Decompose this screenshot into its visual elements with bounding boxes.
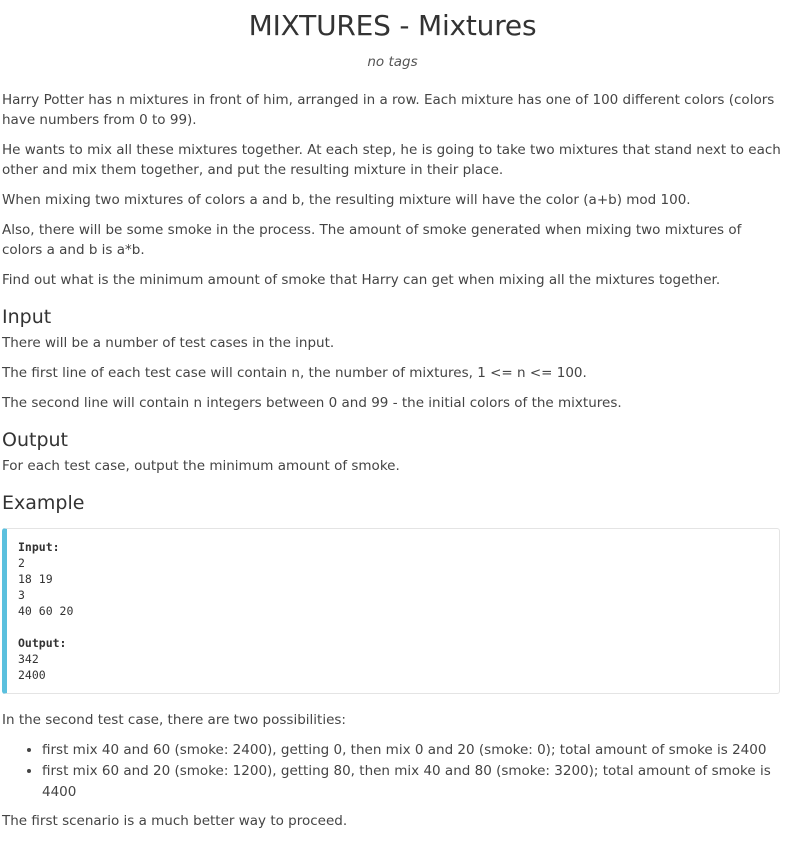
problem-tags[interactable]: no tags <box>367 54 418 70</box>
explanation-intro: In the second test case, there are two possibilities: <box>2 712 346 728</box>
example-code-block[interactable] <box>2 528 780 694</box>
example-heading: Example <box>2 492 85 514</box>
statement-paragraph: Harry Potter has n mixtures in front of him, arranged in a row. Each mixture has one of 100 different colors (colors have numbers from 0 to 99). <box>2 92 775 128</box>
example-input-lines: 2 18 19 3 40 60 20 <box>18 556 74 618</box>
input-paragraph: The first line of each test case will contain n, the number of mixtures, 1 <= n <= 100. <box>2 365 587 381</box>
problem-title: MIXTURES - Mixtures <box>248 9 537 42</box>
list-item: • first mix 60 and 20 (smoke: 1200), getting 80, then mix 40 and 80 (smoke: 3200); total amount of smoke is 4400 <box>42 761 782 803</box>
explanation-list <box>2 740 782 803</box>
list-item: • first mix 40 and 60 (smoke: 2400), getting 0, then mix 0 and 20 (smoke: 0); total amount of smoke is 2400 <box>42 740 782 761</box>
example-input-label: Input: <box>18 540 60 554</box>
statement-paragraph: He wants to mix all these mixtures together. At each step, he is going to take two mixtures that stand next to each other and mix them together, and put the resulting mixture in their place. <box>2 142 781 178</box>
output-paragraph: For each test case, output the minimum amount of smoke. <box>2 458 400 474</box>
input-paragraph: The second line will contain n integers between 0 and 99 - the initial colors of the mixtures. <box>2 395 622 411</box>
example-output-lines: 342 2400 <box>18 652 46 682</box>
statement-paragraph: Find out what is the minimum amount of smoke that Harry can get when mixing all the mixtures together. <box>2 272 721 288</box>
output-heading: Output <box>2 429 68 451</box>
problem-statement <box>2 90 782 841</box>
input-heading: Input <box>2 306 52 328</box>
explanation-conclusion: The first scenario is a much better way to proceed. <box>2 813 348 829</box>
example-pre <box>18 539 767 683</box>
statement-paragraph: When mixing two mixtures of colors a and b, the resulting mixture will have the color (a+b) mod 100. <box>2 192 691 208</box>
statement-paragraph: Also, there will be some smoke in the process. The amount of smoke generated when mixing two mixtures of colors a and b is a*b. <box>2 222 742 258</box>
input-paragraph: There will be a number of test cases in the input. <box>2 335 335 351</box>
example-output-label: Output: <box>18 636 67 650</box>
